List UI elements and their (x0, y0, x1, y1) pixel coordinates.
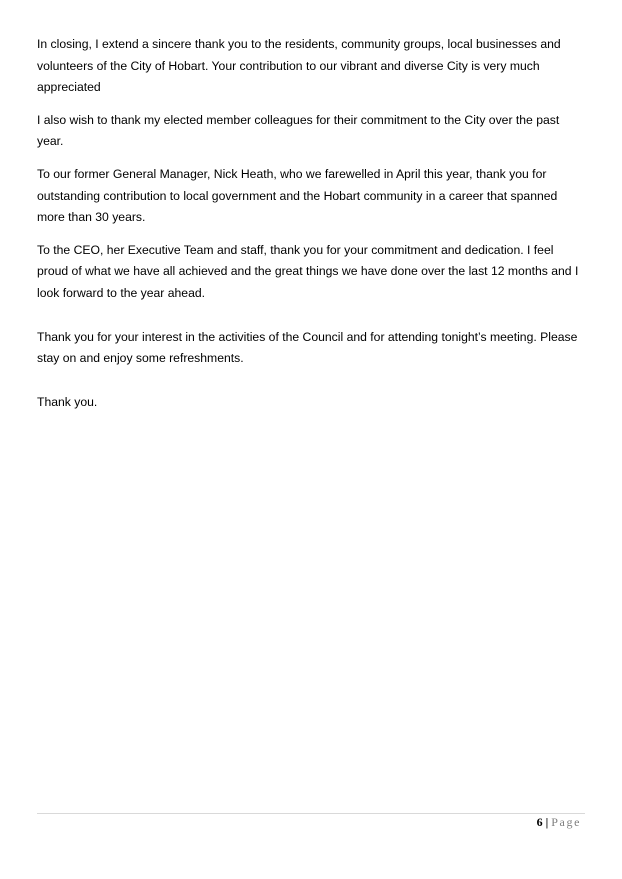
paragraph-former-general-manager: To our former General Manager, Nick Heath, who we farewelled in April this year, thank you for outstanding contribution to local government and the Hobart community in a career that spanned more than 30 years. (37, 166, 558, 225)
paragraph-ceo-and-staff: To the CEO, her Executive Team and staff, thank you for your commitment and dedication. I feel proud of what we have all achieved and the great things we have done over the last 12 months and I look forward to the year ahead. (37, 242, 579, 300)
paragraph-closing-thanks: In closing, I extend a sincere thank you to the residents, community groups, local businesses and volunteers of the City of Hobart. Your contribution to our vibrant and diverse City is very much appreciated (37, 37, 561, 95)
page-footer (537, 814, 581, 830)
page-separator: | (545, 815, 549, 829)
paragraph-final-thanks: Thank you. (37, 394, 98, 409)
page-label: Page (551, 815, 581, 829)
page-number: 6 (536, 815, 543, 829)
footer-divider (37, 813, 585, 814)
paragraph-meeting-thanks: Thank you for your interest in the activities of the Council and for attending tonight’s meeting. Please stay on and enjoy some refreshments. (37, 329, 578, 366)
document-body (37, 34, 585, 424)
paragraph-elected-members: I also wish to thank my elected member colleagues for their commitment to the City over the past year. (37, 112, 560, 149)
